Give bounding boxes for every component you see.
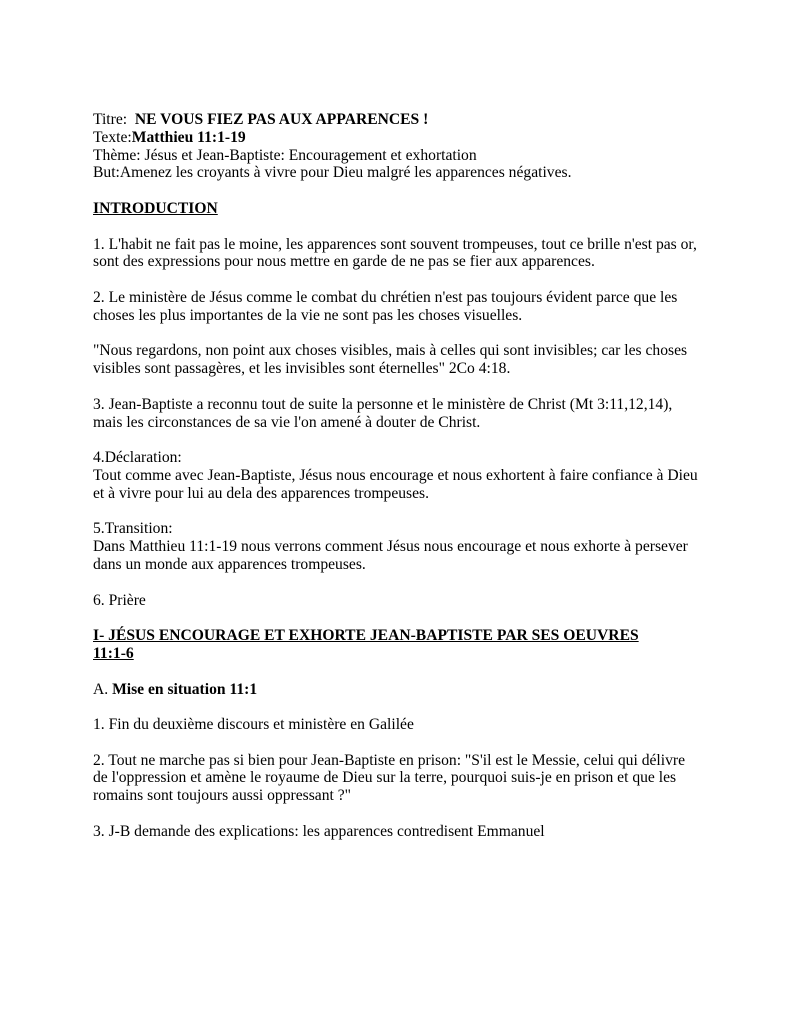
text-value: Matthieu 11:1-19: [131, 128, 246, 146]
intro-paragraph-2: 2. Le ministère de Jésus comme le combat du chrétien n'est pas toujours évident parce que les choses les plus importantes de la vie ne sont pas les choses visuelles.: [93, 288, 678, 324]
intro-prayer: 6. Prière: [93, 591, 146, 609]
introduction-heading: INTRODUCTION: [93, 199, 218, 217]
intro-paragraph-3: 3. Jean-Baptiste a reconnu tout de suite la personne et le ministère de Christ (Mt 3:11,12,14), mais les circonstances de sa vie l'on amené à douter de Christ.: [93, 395, 673, 431]
intro-paragraph-1: 1. L'habit ne fait pas le moine, les apparences sont souvent trompeuses, tout ce brille n'est pas or, sont des expressions pour nous mettre en garde de ne pas se fier aux apparences.: [93, 235, 697, 271]
section-1-item-3: 3. J-B demande des explications: les apparences contredisent Emmanuel: [93, 822, 545, 840]
intro-transition: 5.Transition: Dans Matthieu 11:1-19 nous verrons comment Jésus nous encourage et nous exhorte à persever dans un monde aux apparences trompeuses.: [93, 520, 688, 573]
section-1-heading: I- JÉSUS ENCOURAGE ET EXHORTE JEAN-BAPTISTE PAR SES OEUVRES 11:1-6: [93, 627, 639, 662]
document-page: [93, 111, 713, 841]
intro-declaration: 4.Déclaration: Tout comme avec Jean-Baptiste, Jésus nous encourage et nous exhortent à faire confiance à Dieu et à vivre pour lui au dela des apparences trompeuses.: [93, 449, 698, 502]
intro-quote: "Nous regardons, non point aux choses visibles, mais à celles qui sont invisibles; car les choses visibles sont passagères, et les invisibles sont éternelles" 2Co 4:18.: [93, 342, 688, 378]
title-label: Titre:: [93, 111, 128, 128]
subsection-a-heading: A. Mise en situation 11:1: [93, 680, 258, 698]
section-1-item-2: 2. Tout ne marche pas si bien pour Jean-Baptiste en prison: "S'il est le Messie, celui qui délivre de l'oppression et amène le royaume de Dieu sur la terre, pourquoi suis-je en prison et que les romains sont toujours aussi oppressant ?": [93, 751, 685, 805]
goal-line: But:Amenez les croyants à vivre pour Dieu malgré les apparences négatives.: [93, 164, 572, 182]
section-1-item-1: 1. Fin du deuxième discours et ministère en Galilée: [93, 716, 414, 734]
text-label: Texte:: [93, 128, 132, 146]
title-line: [93, 111, 713, 129]
theme-line: Thème: Jésus et Jean-Baptiste: Encouragement et exhortation: [93, 146, 477, 164]
text-line: [93, 129, 713, 147]
title-value: NE VOUS FIEZ PAS AUX APPARENCES !: [134, 111, 429, 128]
